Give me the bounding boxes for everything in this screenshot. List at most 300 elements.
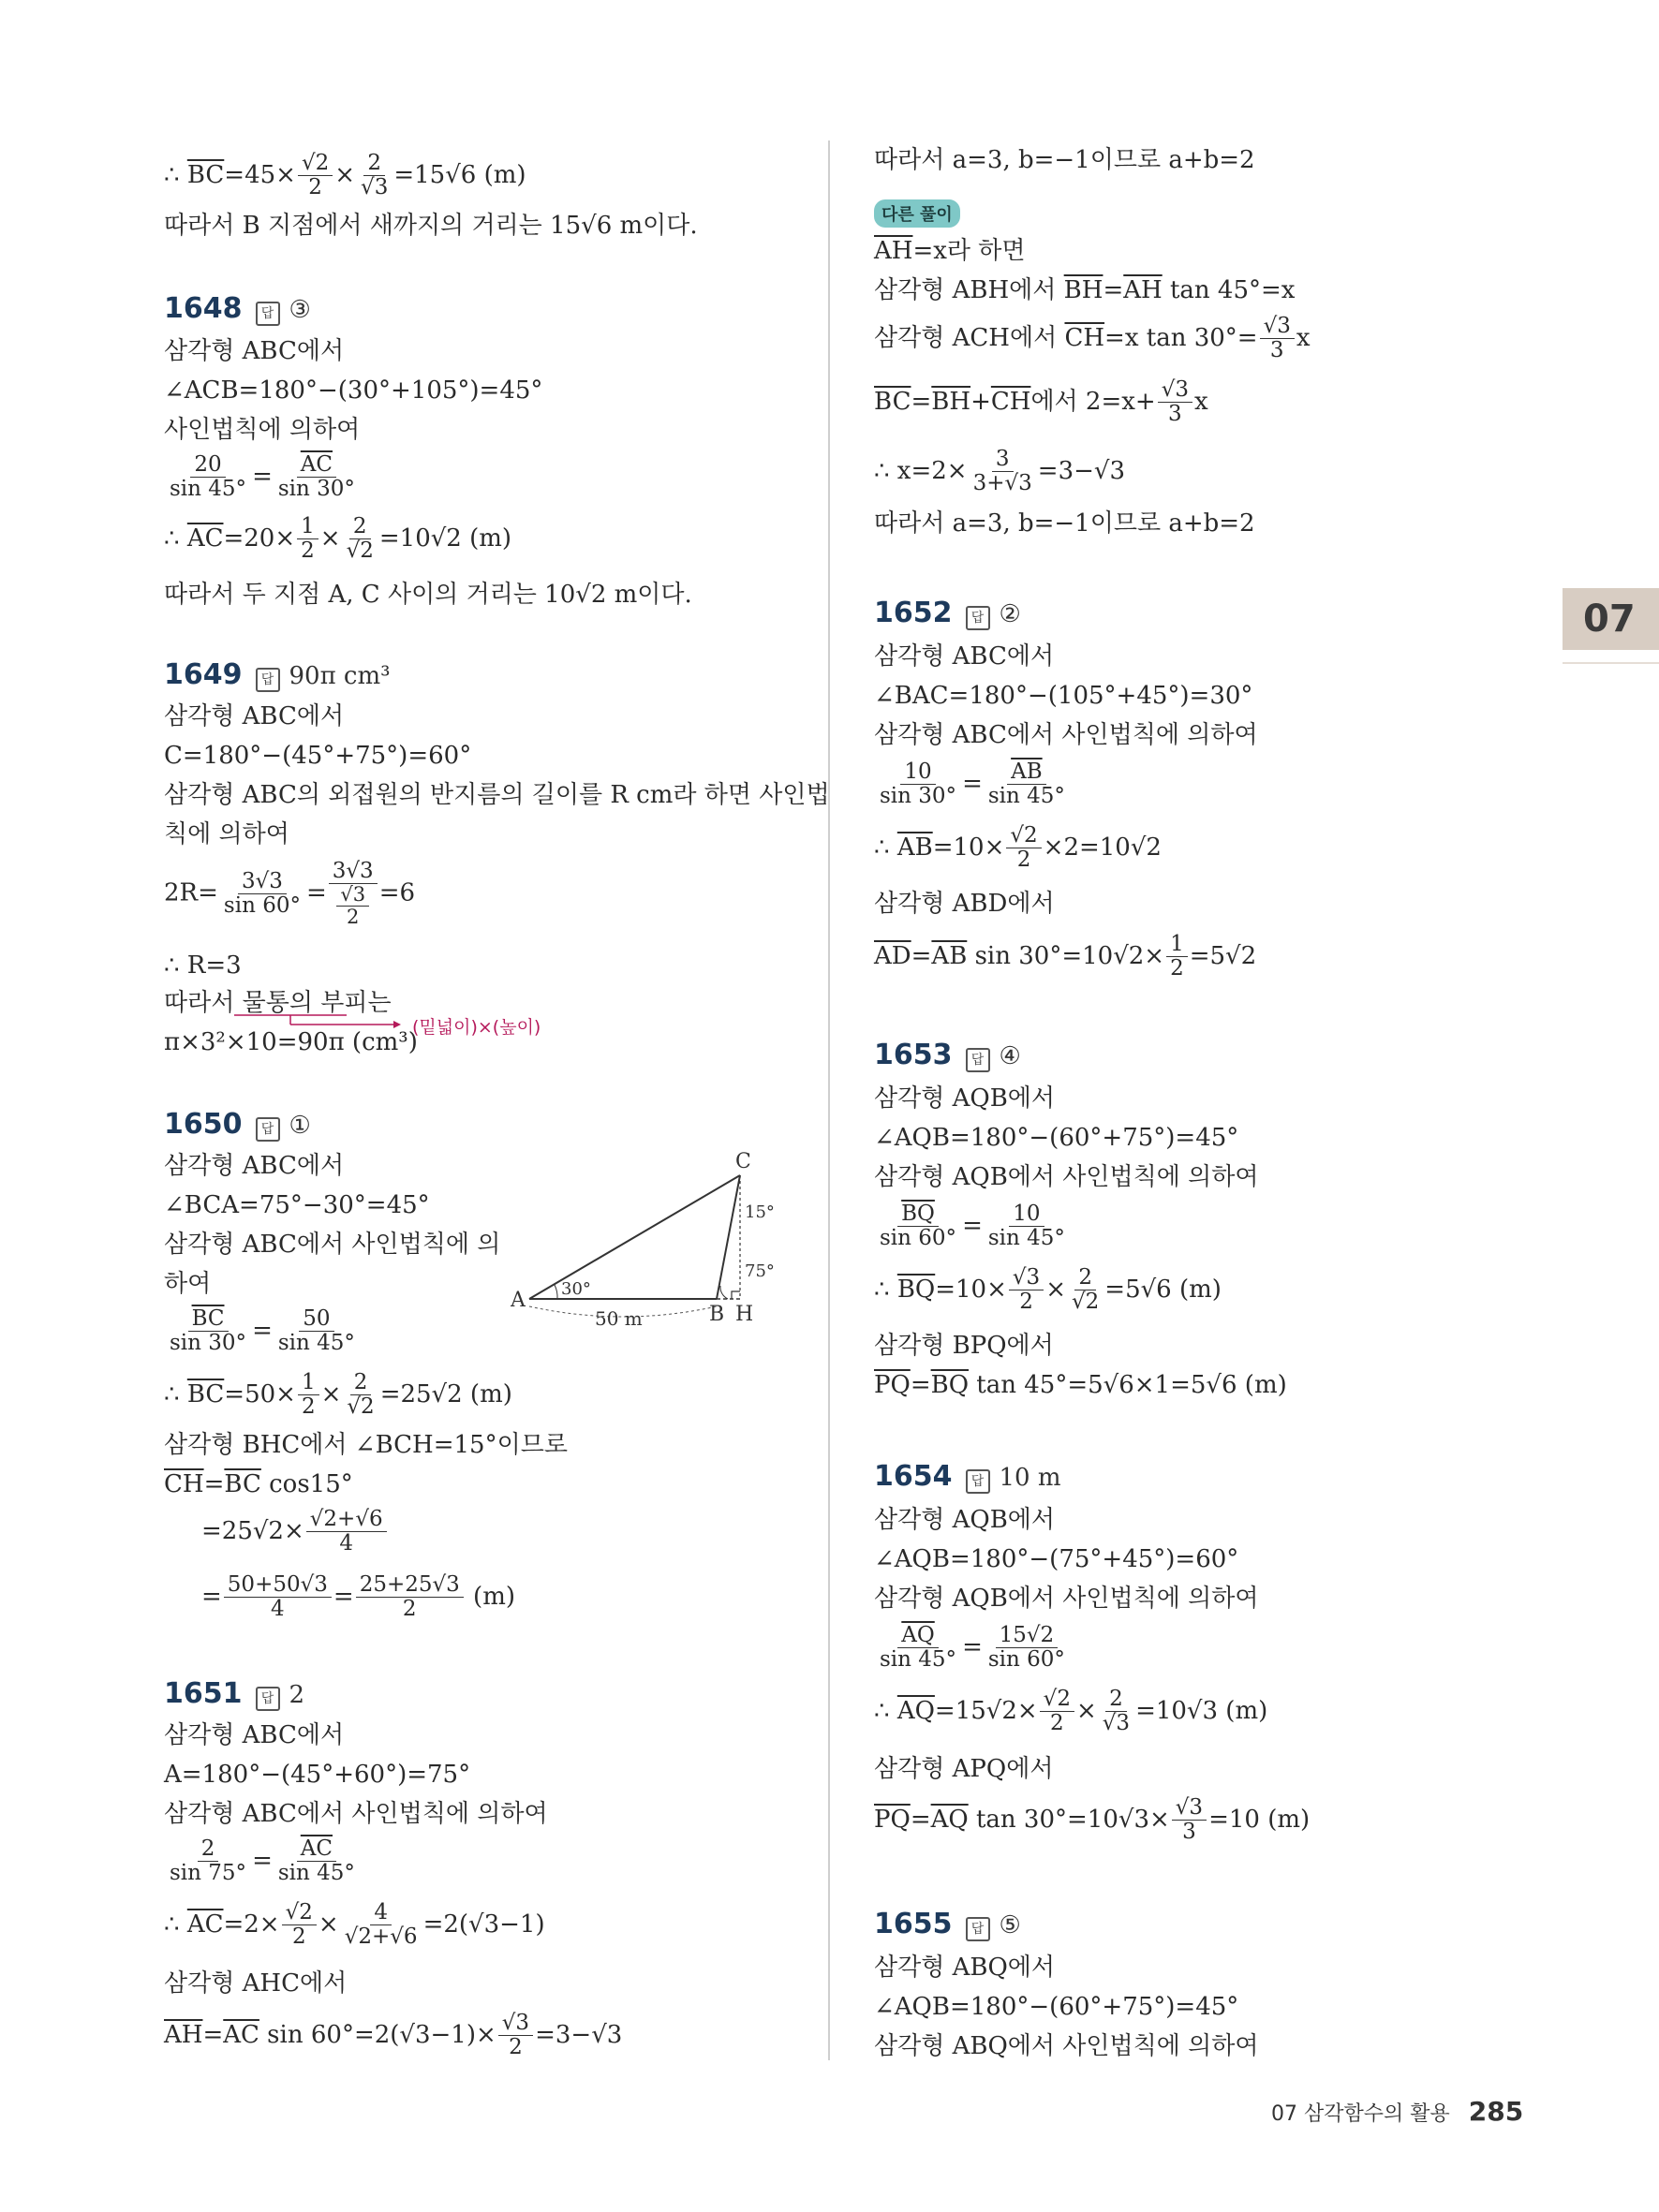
result: =10√2 (m): [378, 524, 512, 553]
triangle-figure: [511, 1147, 792, 1330]
frac-den: sin 45°: [170, 477, 247, 502]
frac: [298, 152, 333, 200]
frac-num: $\overline{AC}$: [297, 1837, 336, 1862]
expr: =x라 하면: [912, 237, 1026, 265]
seg-ah: $\overline{AH}$: [164, 2020, 203, 2049]
answer-value: 90π cm³: [289, 662, 391, 690]
problem-number: 1649: [164, 658, 243, 691]
frac-den: √2: [347, 1394, 375, 1420]
ch-step-1: [201, 1508, 389, 1556]
expr: =10×: [932, 833, 1005, 862]
text-line: ∠ACB=180°−(30°+105°)=45°: [164, 376, 543, 405]
result: =5√6 (m): [1104, 1275, 1222, 1304]
text-line: 삼각형 ABC에서: [164, 1721, 345, 1749]
text-line: 삼각형 ABQ에서: [874, 1954, 1056, 1982]
frac-den: sin 45°: [277, 1331, 355, 1356]
frac-num: 50: [299, 1307, 333, 1332]
equals: =: [911, 941, 932, 970]
problem-header-1651: [164, 1677, 305, 1711]
result: =3−√3: [1037, 456, 1126, 485]
frac: [1158, 378, 1192, 427]
seg-aq: $\overline{AQ}$: [896, 1696, 935, 1725]
frac: [1006, 824, 1041, 873]
frac: [1068, 1266, 1103, 1315]
answer-badge-icon: 답: [966, 1917, 990, 1941]
frac-den: √3: [361, 175, 389, 200]
frac: [274, 1307, 359, 1356]
frac-den: 2: [509, 2035, 523, 2060]
seg-bc: $\overline{BC}$: [874, 387, 911, 416]
frac-den: √2: [1071, 1290, 1100, 1315]
text-line: ∠AQB=180°−(75°+45°)=60°: [874, 1545, 1239, 1573]
sine-law-fraction: [874, 1624, 1071, 1673]
frac: [985, 1624, 1069, 1673]
label-c: C: [735, 1150, 751, 1173]
seg-bq: $\overline{BQ}$: [930, 1371, 970, 1399]
frac-den: sin 30°: [277, 477, 355, 502]
expr: =15√2×: [934, 1696, 1038, 1725]
column-divider: [828, 140, 830, 2060]
text-line: 삼각형 AQB에서: [874, 1084, 1056, 1113]
seg-ch: $\overline{CH}$: [164, 1470, 204, 1498]
ac-result-line: [164, 515, 511, 564]
answer-value: 10 m: [999, 1464, 1061, 1492]
answer-badge-icon: 답: [256, 1687, 280, 1711]
therefore: ∴: [874, 1696, 897, 1725]
chapter-tab: [1563, 588, 1659, 650]
text-line: 하여: [164, 1270, 212, 1298]
answer-value: ④: [999, 1042, 1021, 1070]
bq-result-line: [874, 1266, 1222, 1315]
frac-num: √3: [1158, 378, 1192, 403]
result: tan 45°=5√6×1=5√6 (m): [969, 1371, 1287, 1399]
frac-num: 15√2: [996, 1624, 1059, 1648]
annotation-note: (밑넓이)×(높이): [412, 1017, 541, 1038]
bc-sum-line: [874, 378, 1208, 427]
frac-num: $\overline{AB}$: [1007, 760, 1046, 785]
frac-num: √3: [336, 884, 369, 907]
label-a: A: [511, 1289, 526, 1312]
seg-bc: $\overline{BC}$: [186, 160, 225, 189]
frac-den: 2: [1050, 1711, 1064, 1736]
ch-line: [164, 1472, 353, 1497]
therefore: ∴: [874, 1275, 897, 1304]
text-line: 삼각형 ABC에서: [874, 642, 1055, 671]
frac-num: 2: [349, 515, 371, 539]
therefore: ∴: [164, 1379, 187, 1408]
frac-den: sin 75°: [170, 1861, 247, 1886]
text-line: ∠BAC=180°−(105°+45°)=30°: [874, 682, 1253, 710]
equals: =: [252, 462, 273, 491]
equals: =: [203, 1470, 225, 1498]
frac-num: 3√3: [329, 860, 378, 884]
sine-law-fraction: [874, 760, 1071, 809]
frac-den: sin 60°: [987, 1647, 1065, 1673]
result: =10√3 (m): [1135, 1696, 1268, 1725]
problem-number: 1652: [874, 597, 953, 629]
seg-ad: $\overline{AD}$: [874, 941, 911, 970]
pq-line: [874, 1373, 1287, 1397]
pq-line: [874, 1796, 1310, 1845]
equals: =: [962, 1211, 983, 1240]
ac-result-line: [164, 1901, 545, 1950]
angle-arc-b: [720, 1286, 728, 1299]
circumradius-line: [164, 860, 415, 928]
frac-den: 4: [271, 1597, 285, 1622]
result: =3−√3: [535, 2020, 623, 2049]
frac-num: 50+50√3: [224, 1573, 332, 1598]
alternative-solution-tag: 다른 풀이: [874, 199, 960, 228]
label-b: B: [709, 1303, 725, 1326]
chapter-number: 07: [1583, 597, 1636, 641]
seg-ac: $\overline{AC}$: [186, 1910, 224, 1939]
nested-frac: [336, 884, 369, 928]
text-line: 삼각형 ABC에서: [164, 1152, 345, 1180]
frac-num: 1: [298, 1371, 319, 1395]
seg-bq: $\overline{BQ}$: [896, 1275, 936, 1304]
text-line: C=180°−(45°+75°)=60°: [164, 742, 472, 770]
text-line: 사인법칙에 의하여: [164, 416, 361, 444]
frac-num: √2+√6: [306, 1508, 387, 1532]
text-line: 따라서 a=3, b=−1이므로 a+b=2: [874, 146, 1255, 174]
result: ×2=10√2: [1043, 833, 1162, 862]
frac: [343, 1371, 378, 1420]
frac-den: 2: [291, 1924, 306, 1950]
seg-ac: $\overline{AC}$: [186, 524, 224, 553]
frac-num: $\overline{BC}$: [188, 1307, 229, 1332]
expr: 에서 2=x+: [1030, 387, 1156, 416]
aq-result-line: [874, 1688, 1267, 1736]
frac-num: 2: [198, 1837, 219, 1862]
page-number: 285: [1468, 2096, 1524, 2127]
expr: ∴ x=2×: [874, 456, 968, 485]
frac-num: 10: [900, 760, 935, 785]
seg-ac: $\overline{AC}$: [223, 2020, 259, 2049]
conclusion-text: 따라서 B 지점에서 새까지의 거리는 15√6 m이다.: [164, 212, 698, 240]
result: =25√2 (m): [379, 1379, 512, 1408]
chapter-tab-line: [1563, 662, 1659, 664]
times: ×: [1075, 1696, 1097, 1725]
frac: [224, 1573, 332, 1622]
text-line: ∠AQB=180°−(60°+75°)=45°: [874, 1993, 1239, 2021]
answer-value: ⑤: [999, 1911, 1021, 1939]
frac: [220, 870, 304, 919]
bc-result-line: [164, 1371, 512, 1420]
frac-num: 10: [1009, 1202, 1044, 1227]
frac-num: 25+25√3: [356, 1573, 464, 1598]
text-line: 삼각형 BPQ에서: [874, 1332, 1054, 1360]
ch-step-2: [201, 1573, 515, 1622]
bh-line: [874, 278, 1295, 302]
result: =10 (m): [1208, 1805, 1311, 1834]
text-line: 삼각형 ABC의 외접원의 반지름의 길이를 R cm라 하면 사인법: [164, 781, 830, 809]
frac: [298, 1371, 319, 1420]
times: ×: [334, 160, 356, 189]
problem-number: 1650: [164, 1108, 243, 1141]
distance-label: 50 m: [595, 1307, 643, 1330]
sine-law-fraction: [164, 453, 361, 502]
text-line: 삼각형 APQ에서: [874, 1755, 1054, 1783]
expr: =45×: [224, 160, 296, 189]
equals: =: [1103, 276, 1124, 304]
frac: [282, 1901, 317, 1950]
problem-header-1648: [164, 292, 311, 326]
frac-den: 2: [1170, 956, 1184, 981]
problem-number: 1651: [164, 1677, 243, 1710]
frac: [1040, 1688, 1074, 1736]
text-line: 삼각형 AHC에서: [164, 1969, 348, 1998]
frac: [306, 1508, 387, 1556]
frac: [985, 760, 1069, 809]
equals: =: [911, 387, 932, 416]
frac-den: 2: [402, 1597, 417, 1622]
side-bc: [717, 1175, 740, 1299]
frac-num: √3: [1009, 1266, 1044, 1290]
frac: [876, 1624, 960, 1673]
problem-number: 1655: [874, 1908, 953, 1940]
frac-den: 2: [301, 1394, 316, 1420]
equals: =: [333, 1582, 354, 1611]
equals: =: [252, 1846, 273, 1875]
problem-number: 1653: [874, 1039, 953, 1071]
frac-den: [331, 884, 375, 928]
frac-den: sin 60°: [880, 1226, 957, 1251]
frac-num: 20: [190, 453, 225, 478]
expr: sin 60°=2(√3−1)×: [259, 2020, 496, 2049]
therefore: ∴: [164, 1910, 187, 1939]
text-line: 삼각형 ABC에서 사인법칙에 의: [164, 1231, 501, 1259]
problem-header-1650: [164, 1108, 311, 1142]
expr: 삼각형 ACH에서: [874, 323, 1065, 352]
answer-badge-icon: 답: [966, 1469, 990, 1494]
answer-badge-icon: 답: [256, 302, 280, 326]
frac-den: √2: [346, 538, 374, 564]
expr: 삼각형 ABH에서: [874, 276, 1064, 304]
frac: [498, 2012, 533, 2060]
text-line: 칙에 의하여: [164, 820, 289, 848]
seg-bc: $\overline{BC}$: [224, 1470, 261, 1498]
expr: cos15°: [260, 1470, 353, 1498]
angle-arc-a: [555, 1285, 557, 1299]
expr: sin 30°=10√2×: [967, 941, 1165, 970]
frac-den: 2: [1019, 1290, 1033, 1315]
text-line: 삼각형 ABC에서: [164, 337, 345, 365]
problem-header-1652: [874, 599, 1021, 630]
frac-num: 2: [1105, 1688, 1127, 1712]
page-footer: [1271, 2096, 1523, 2127]
angle-c-label: 15°: [745, 1202, 775, 1222]
equals: =: [201, 1582, 222, 1611]
problem-header-1655: [874, 1910, 1021, 1941]
frac: [329, 860, 378, 928]
times: ×: [1045, 1275, 1066, 1304]
expr: 2R=: [164, 878, 218, 907]
plus: +: [970, 387, 991, 416]
frac-num: √2: [1006, 824, 1041, 848]
frac-den: sin 30°: [880, 784, 957, 809]
text-line: ∠AQB=180°−(60°+75°)=45°: [874, 1124, 1239, 1152]
frac-den: 2: [1016, 848, 1031, 873]
result: =15√6 (m): [393, 160, 526, 189]
seg-ab: $\overline{AB}$: [896, 833, 933, 862]
conclusion-text: 따라서 두 지점 A, C 사이의 거리는 10√2 m이다.: [164, 581, 692, 609]
therefore: ∴: [164, 524, 187, 553]
frac-num: 3: [992, 448, 1014, 472]
frac: [274, 1837, 359, 1886]
answer-badge-icon: 답: [256, 1117, 280, 1142]
sine-law-fraction: [874, 1202, 1071, 1251]
seg-pq: $\overline{PQ}$: [874, 1371, 911, 1399]
answer-value: 2: [289, 1681, 305, 1709]
frac: [1009, 1266, 1044, 1315]
frac-num: √2: [298, 152, 333, 176]
text-line: 삼각형 AQB에서 사인법칙에 의하여: [874, 1585, 1259, 1613]
frac: [343, 515, 378, 564]
seg-ah: $\overline{AH}$: [1123, 276, 1163, 304]
right-angle-mark: [732, 1291, 740, 1299]
frac: [1166, 933, 1188, 981]
seg-aq: $\overline{AQ}$: [930, 1805, 969, 1834]
expr: =2×: [223, 1910, 280, 1939]
frac-den: 2: [347, 906, 360, 929]
text-line: ∴ R=3: [164, 951, 242, 980]
times: ×: [319, 524, 341, 553]
sine-law-fraction: [164, 1837, 361, 1886]
frac-den: 4: [339, 1531, 354, 1556]
frac: [356, 1573, 464, 1622]
frac-den: 3: [1168, 402, 1182, 427]
frac-den: 2: [301, 538, 315, 564]
frac-den: sin 45°: [880, 1647, 957, 1673]
frac: [357, 152, 392, 200]
expr: =x tan 30°=: [1104, 323, 1258, 352]
text-line: 삼각형 ABC에서: [164, 702, 345, 730]
result: =6: [378, 878, 416, 907]
label-h: H: [735, 1303, 754, 1326]
problem-header-1653: [874, 1041, 1021, 1072]
sine-law-fraction: [164, 1307, 361, 1356]
times: ×: [318, 1910, 339, 1939]
seg-bc: $\overline{BC}$: [186, 1379, 225, 1408]
frac: [1172, 1796, 1207, 1845]
seg-ch: $\overline{CH}$: [990, 387, 1031, 416]
answer-badge-icon: 답: [256, 668, 280, 692]
text-line: 삼각형 AQB에서: [874, 1506, 1056, 1534]
text-line: 삼각형 ABD에서: [874, 890, 1055, 918]
frac-den: sin 30°: [170, 1331, 247, 1356]
frac-den: sin 45°: [987, 784, 1065, 809]
problem-header-1649: [164, 658, 391, 692]
seg-ch: $\overline{CH}$: [1064, 323, 1105, 352]
frac: [1260, 315, 1295, 363]
frac: [985, 1202, 1069, 1251]
answer-value: ③: [289, 296, 311, 324]
equals: =: [910, 1371, 931, 1399]
x-result-line: [874, 448, 1125, 496]
frac-num: √3: [1172, 1796, 1207, 1821]
frac-num: $\overline{AQ}$: [897, 1624, 938, 1648]
problem-number: 1654: [874, 1460, 953, 1493]
frac: [166, 1307, 250, 1356]
result: =5√2: [1189, 941, 1257, 970]
frac: [166, 1837, 250, 1886]
ad-line: [874, 933, 1256, 981]
frac-num: √3: [1260, 315, 1295, 339]
frac-num: $\overline{BQ}$: [897, 1202, 939, 1227]
text-line: 따라서 a=3, b=−1이므로 a+b=2: [874, 509, 1255, 538]
equals: =: [252, 1316, 273, 1345]
expr: =25√2×: [201, 1516, 304, 1545]
text-line: 삼각형 ABC에서 사인법칙에 의하여: [164, 1800, 548, 1828]
equals: =: [305, 878, 327, 907]
frac-num: 2: [350, 1371, 372, 1395]
problem-number: 1648: [164, 292, 243, 325]
frac-num: 3√3: [238, 870, 287, 894]
result: =2(√3−1): [422, 1910, 545, 1939]
equals: =: [910, 1805, 931, 1834]
expr: =50×: [224, 1379, 296, 1408]
frac: [341, 1901, 422, 1950]
times: ×: [320, 1379, 342, 1408]
ab-result-line: [874, 824, 1162, 873]
frac-num: √2: [282, 1901, 317, 1925]
volume-result: π×3²×10=90π (cm³): [164, 1028, 418, 1056]
unit: (m): [465, 1582, 515, 1611]
text-line: 따라서 물통의 부피는: [164, 989, 392, 1017]
equals: =: [962, 1632, 983, 1661]
expr: x: [1296, 323, 1311, 352]
frac-den: √2+√6: [344, 1924, 418, 1950]
frac-den: 3: [1269, 338, 1284, 363]
seg-ab: $\overline{AB}$: [931, 941, 968, 970]
therefore: ∴: [164, 160, 187, 189]
frac: [1099, 1688, 1133, 1736]
frac: [876, 1202, 960, 1251]
expr: x: [1194, 387, 1208, 416]
seg-ah: $\overline{AH}$: [874, 237, 913, 265]
seg-bh: $\overline{BH}$: [931, 387, 971, 416]
frac-num: 4: [370, 1901, 392, 1925]
expr: =10×: [935, 1275, 1007, 1304]
answer-value: ②: [999, 600, 1021, 628]
expr: tan 30°=10√3×: [968, 1805, 1170, 1834]
frac-den: 3: [1182, 1820, 1196, 1845]
frac-den: 2: [308, 175, 322, 200]
frac-den: sin 60°: [223, 893, 301, 919]
frac: [166, 453, 250, 502]
text-line: 삼각형 BHC에서 ∠BCH=15°이므로: [164, 1431, 568, 1459]
frac-num: 2: [1074, 1266, 1096, 1290]
equals: =: [202, 2020, 224, 2049]
expr: =20×: [223, 524, 296, 553]
equals: =: [962, 769, 983, 798]
answer-badge-icon: 답: [966, 606, 990, 630]
frac: [274, 453, 359, 502]
footer-chapter-title: 07 삼각함수의 활용: [1271, 2102, 1450, 2126]
expr: tan 45°=x: [1162, 276, 1296, 304]
text-line: 삼각형 AQB에서 사인법칙에 의하여: [874, 1163, 1259, 1191]
frac-den: sin 45°: [277, 1861, 355, 1886]
problem-header-1654: [874, 1460, 1061, 1494]
angle-b-label: 75°: [745, 1261, 775, 1281]
text-line: 삼각형 ABQ에서 사인법칙에 의하여: [874, 2032, 1259, 2060]
frac: [297, 515, 318, 564]
angle-a-label: 30°: [561, 1279, 591, 1299]
answer-value: ①: [289, 1112, 311, 1140]
ah-def-line: [874, 239, 1026, 263]
frac-num: 1: [1166, 933, 1188, 957]
frac-num: $\overline{AC}$: [297, 453, 336, 478]
